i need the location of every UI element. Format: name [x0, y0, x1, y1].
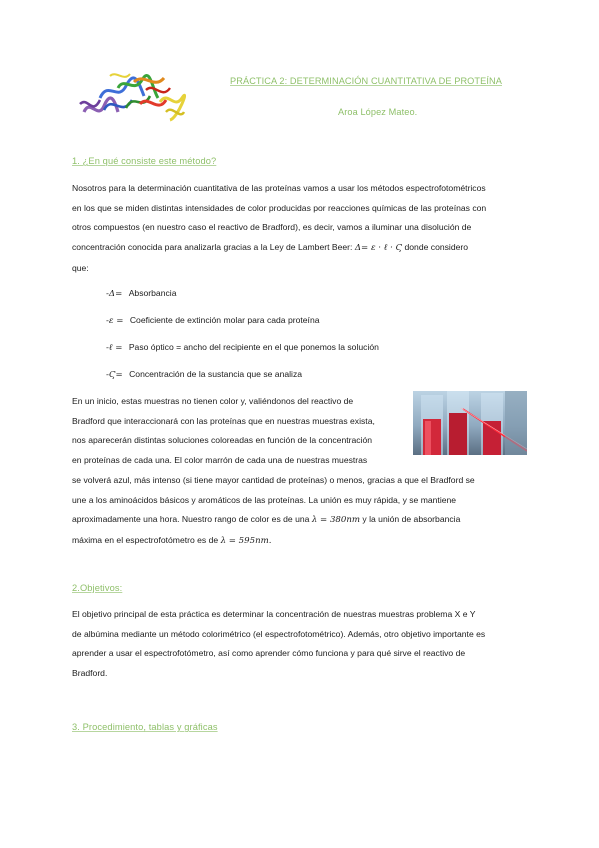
protein-structure-image [74, 68, 186, 128]
paragraph-line-lambda-2 [72, 531, 532, 552]
lambert-beer-formula: Δ= ε · ℓ · Ϛ [354, 243, 403, 254]
definition-item [106, 342, 379, 369]
definition-item [106, 315, 379, 342]
paragraph-line: une a los aminoácidos básicos y aromáticos de las proteínas. La unión es muy rápida, y se mantiene [72, 494, 457, 505]
document-title: PRÁCTICA 2: DETERMINACIÓN CUANTITATIVA DE PROTEÍNA [230, 76, 502, 86]
paragraph-line: en proteínas de cada una. El color marrón de cada una de nuestras muestras [72, 455, 368, 466]
paragraph-line: aproximadamente una hora. Nuestro rango de color es de una [72, 514, 310, 525]
section-2-heading: 2.Objetivos: [72, 583, 123, 593]
section-3-heading: 3. Procedimiento, tablas y gráficas [72, 722, 218, 732]
paragraph-line: Bradford. [72, 668, 108, 679]
section-1-paragraph-2 [72, 392, 532, 552]
paragraph-line: máxima en el espectrofotómetro es de [72, 534, 219, 545]
definition-symbol: -ℓ = [106, 343, 123, 353]
definition-symbol: -Δ= [106, 289, 123, 299]
definition-symbol: -ε = [106, 316, 124, 326]
definition-text: Coeficiente de extinción molar para cada proteína [129, 315, 320, 325]
paragraph-line: se volverá azul, más intenso (si tiene mayor cantidad de proteínas) o menos, gracias a que el Bradford se [72, 474, 475, 485]
definition-text: Paso óptico = ancho del recipiente en el que ponemos la solución [128, 342, 379, 352]
section-1-paragraph-1 [72, 179, 532, 279]
paragraph-line: otros compuestos (en nuestro caso el reactivo de Bradford), es decir, vamos a iluminar una disolución de [72, 222, 472, 233]
paragraph-line: en los que se miden distintas intensidades de color producidas por reacciones químicas de las proteínas con [72, 202, 487, 213]
paragraph-line-formula [72, 238, 532, 259]
section-1-heading: 1. ¿En qué consiste este método? [72, 156, 217, 166]
section-2-paragraph [72, 605, 532, 684]
paragraph-line: Nosotros para la determinación cuantitativa de las proteínas vamos a usar los métodos espectrofotométricos [72, 183, 486, 193]
definition-text: Absorbancia [128, 288, 177, 298]
author-name: Aroa López Mateo. [338, 107, 418, 117]
paragraph-line: nos aparecerán distintas soluciones coloreadas en función de la concentración [72, 435, 373, 446]
paragraph-line: de albúmina mediante un método colorimétrico (el espectrofotométrico). Además, otro objetivo importante es [72, 628, 486, 639]
paragraph-line: que: [72, 262, 89, 273]
definition-text: Concentración de la sustancia que se analiza [129, 369, 303, 379]
paragraph-line: y la unión de absorbancia [362, 514, 461, 525]
paragraph-line: aprender a usar el espectrofotómetro, así como aprender cómo funciona y para qué sirve el reactivo de [72, 648, 466, 659]
paragraph-line: Bradford que interaccionará con las proteínas que en nuestras muestras exista, [72, 415, 375, 426]
definition-item [106, 288, 379, 315]
paragraph-line: En un inicio, estas muestras no tienen color y, valiéndonos del reactivo de [72, 396, 354, 406]
definition-symbol: -Ϛ= [106, 370, 123, 380]
paragraph-line-lambda-1 [72, 510, 532, 531]
lambda-range: λ = 380nm [311, 515, 361, 526]
paragraph-line: concentración conocida para analizarla gracias a la Ley de Lambert Beer: [72, 242, 353, 253]
definition-list [106, 288, 379, 396]
paragraph-line: El objetivo principal de esta práctica es determinar la concentración de nuestras muestras problema X e Y [72, 609, 476, 619]
lambda-max: λ = 595nm. [220, 535, 272, 546]
paragraph-line: donde considero [404, 242, 469, 253]
protein-ribbon-icon [74, 68, 186, 128]
